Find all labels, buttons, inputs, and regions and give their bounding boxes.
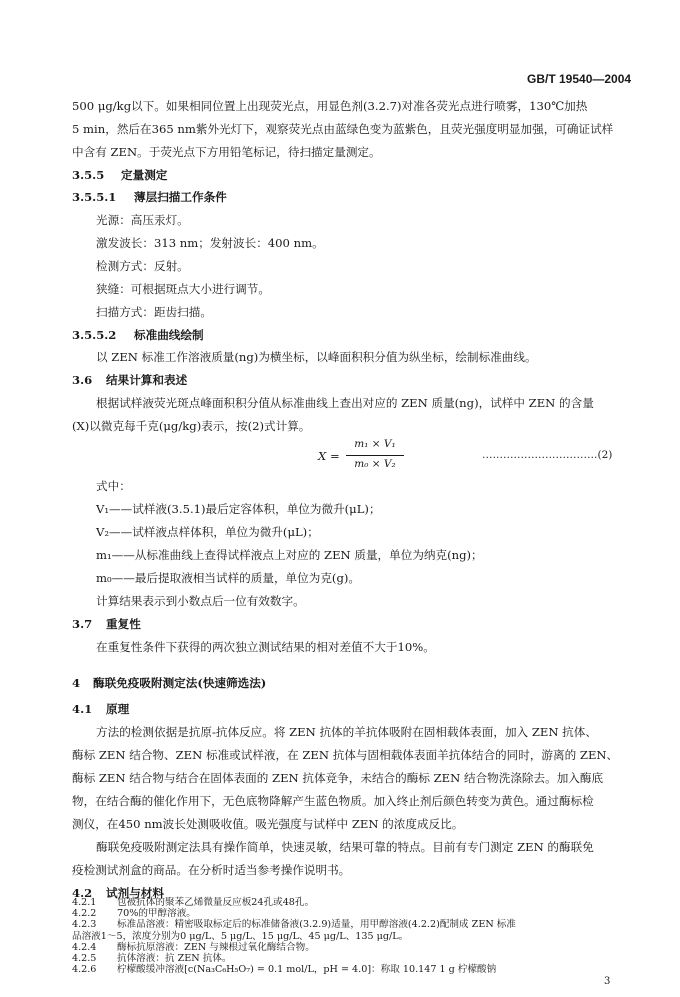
text-line: 以 ZEN 标准工作溶液质量(ng)为横坐标，以峰面积积分值为纵坐标，绘制标准曲线。 xyxy=(96,350,537,364)
condition-item: 光源：高压汞灯。 xyxy=(96,213,189,227)
text-line: 疫检测试剂盒的商品。在分析时适当参考操作说明书。 xyxy=(72,863,351,877)
section-title: 试剂与材料 xyxy=(106,886,164,900)
text-line: 在重复性条件下获得的两次独立测试结果的相对差值不大于10%。 xyxy=(96,640,435,654)
formula-lhs: X = xyxy=(318,449,340,463)
text-line: 品溶液1～5，浓度分别为0 μg/L、5 μg/L、15 μg/L、45 μg/L、135 μg/L。 xyxy=(72,930,409,942)
reagent-text: 标准品溶液：精密吸取标定后的标准储备液(3.2.9)适量，用甲醇溶液(4.2.2)配制成 ZEN 标准 xyxy=(117,919,516,931)
section-number: 4.2 xyxy=(72,886,93,900)
condition-item: 激发波长：313 nm；发射波长：400 nm。 xyxy=(96,236,324,250)
where-item: V₁——试样液(3.5.1)最后定容体积，单位为微升(μL)； xyxy=(96,502,381,516)
section-number: 3.6 xyxy=(72,373,93,387)
text-line: 500 μg/kg以下。如果相同位置上出现荧光点，用显色剂(3.2.7)对准各荧光点进行喷雾，130℃加热 xyxy=(72,99,588,113)
text-line: 5 min，然后在365 nm紫外光灯下，观察荧光点由蓝绿色变为蓝紫色，且荧光强度明显加强，可确证试样 xyxy=(72,122,614,136)
section-number: 4.1 xyxy=(72,702,93,716)
page-number: 3 xyxy=(604,976,611,987)
reagent-number: 4.2.3 xyxy=(72,919,97,931)
reagent-text: 70%的甲醇溶液。 xyxy=(117,908,196,920)
formula-numerator: m₁ × V₁ xyxy=(354,438,396,450)
section-title: 标准曲线绘制 xyxy=(134,328,204,342)
reagent-text: 酶标抗原溶液：ZEN 与辣根过氧化酶结合物。 xyxy=(117,941,315,953)
text-line: 酶标 ZEN 结合物与结合在固体表面的 ZEN 抗体竞争，未结合的酶标 ZEN 结合物洗涤除去。加入酶底 xyxy=(72,771,604,785)
section-number: 3.5.5 xyxy=(72,168,105,182)
formula-denominator: m₀ × V₂ xyxy=(354,458,396,470)
text-line: (X)以微克每千克(μg/kg)表示，按(2)式计算。 xyxy=(72,419,311,433)
section-title: 定量测定 xyxy=(121,168,168,182)
text-line: 物，在结合酶的催化作用下，无色底物降解产生蓝色物质。加入终止剂后颜色转变为黄色。通过酶标检 xyxy=(72,794,594,808)
reagent-text: 包被抗体的聚苯乙烯微量反应板24孔或48孔。 xyxy=(117,897,315,908)
text-line: 酶标 ZEN 结合物、ZEN 标准或试样液，在 ZEN 抗体与固相载体表面羊抗体结合的同时，游离的 ZEN、 xyxy=(72,748,619,762)
section-number: 3.7 xyxy=(72,617,93,631)
formula-number: ……………………………(2) xyxy=(482,449,613,461)
text-line: 方法的检测依据是抗原-抗体反应。将 ZEN 抗体的羊抗体吸附在固相载体表面，加入 ZEN 抗体、 xyxy=(96,725,597,739)
section-title: 酶联免疫吸附测定法(快速筛选法) xyxy=(93,676,267,690)
reagent-text: 抗体溶液：抗 ZEN 抗体。 xyxy=(117,953,232,964)
text-line: 根据试样液荧光斑点峰面积积分值从标准曲线上查出对应的 ZEN 质量(ng)，试样中 ZEN 的含量 xyxy=(96,396,594,410)
section-number: 3.5.5.1 xyxy=(72,190,117,204)
where-label: 式中： xyxy=(96,479,131,493)
text-line: 酶联免疫吸附测定法具有操作简单，快速灵敏，结果可靠的特点。目前有专门测定 ZEN 的酶联免 xyxy=(96,840,594,854)
section-title: 重复性 xyxy=(106,617,141,631)
section-title: 薄层扫描工作条件 xyxy=(134,190,227,204)
reagent-number: 4.2.1 xyxy=(72,897,97,908)
fraction-line xyxy=(346,455,404,456)
reagent-number: 4.2.2 xyxy=(72,908,97,920)
text-line: 中含有 ZEN。于荧光点下方用铅笔标记，待扫描定量测定。 xyxy=(72,145,381,159)
condition-item: 检测方式：反射。 xyxy=(96,259,189,273)
reagent-text: 柠檬酸缓冲溶液[c(Na₃C₆H₅O₇) = 0.1 mol/L，pH = 4.0]：称取 10.147 1 g 柠檬酸钠 xyxy=(117,964,497,976)
text-line: 计算结果表示到小数点后一位有效数字。 xyxy=(96,594,305,608)
reagent-number: 4.2.5 xyxy=(72,953,97,964)
where-item: m₀——最后提取液相当试样的质量，单位为克(g)。 xyxy=(96,571,360,585)
where-item: V₂——试样液点样体积，单位为微升(μL)； xyxy=(96,525,319,539)
section-number: 3.5.5.2 xyxy=(72,328,117,342)
section-title: 结果计算和表述 xyxy=(106,373,188,387)
reagent-number: 4.2.6 xyxy=(72,964,97,976)
condition-item: 扫描方式：距齿扫描。 xyxy=(96,305,212,319)
section-title: 原理 xyxy=(106,702,130,716)
where-item: m₁——从标准曲线上查得试样液点上对应的 ZEN 质量，单位为纳克(ng)； xyxy=(96,548,483,562)
reagent-number: 4.2.4 xyxy=(72,941,97,953)
condition-item: 狭缝：可根据斑点大小进行调节。 xyxy=(96,282,270,296)
section-number: 4 xyxy=(72,676,81,690)
standard-number: GB/T 19540—2004 xyxy=(527,72,632,86)
text-line: 测仪，在450 nm波长处测吸收值。吸光强度与试样中 ZEN 的浓度成反比。 xyxy=(72,817,464,831)
